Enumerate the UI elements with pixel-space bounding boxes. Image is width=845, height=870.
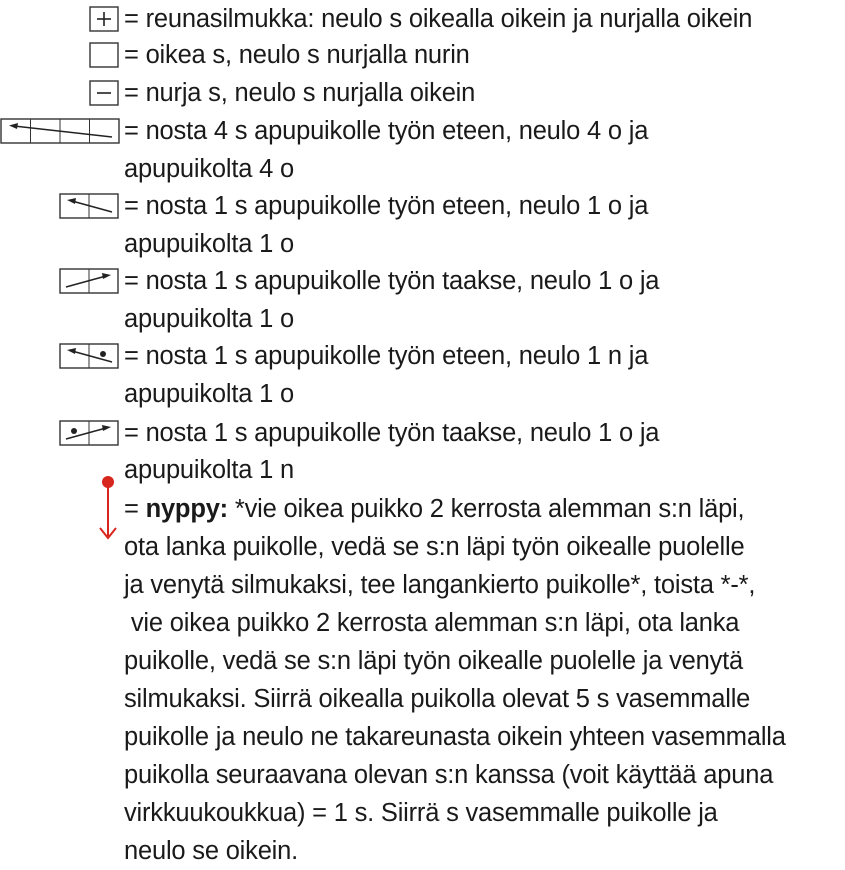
purl-stitch-dash-icon	[89, 80, 119, 106]
nyppy-line-8: virkkuukoukkua) = 1 s. Siirrä s vasemmalle puikolle ja	[124, 799, 718, 827]
legend-cable-4-front-text-2: apupuikolta 4 o	[124, 155, 294, 183]
legend-cross-1-back-text: = nosta 1 s apupuikolle työn taakse, neulo 1 o ja	[124, 267, 660, 295]
cable-4-front-icon	[0, 118, 120, 144]
nyppy-line-7: puikolla seuraavana olevan s:n kanssa (voit käyttää apuna	[124, 761, 774, 789]
legend-knit-stitch-text: = oikea s, neulo s nurjalla nurin	[124, 41, 470, 69]
nyppy-line-3: vie oikea puikko 2 kerrosta alemman s:n läpi, ota lanka	[124, 609, 740, 637]
legend-cross-1-front-purl-text: = nosta 1 s apupuikolle työn eteen, neulo 1 n ja	[124, 342, 649, 370]
cross-1-back-purl-icon	[59, 420, 119, 446]
legend-cross-1-front-text: = nosta 1 s apupuikolle työn eteen, neulo 1 o ja	[124, 192, 649, 220]
legend-purl-stitch-text: = nurja s, neulo s nurjalla oikein	[124, 79, 476, 107]
nyppy-line-1: ota lanka puikolle, vedä se s:n läpi työn oikealle puolelle	[124, 533, 745, 561]
edge-stitch-plus-icon	[89, 6, 119, 32]
nyppy-prefix: =	[124, 495, 146, 523]
bobble-arrow-icon	[96, 474, 120, 544]
nyppy-line-2: ja venytä silmukaksi, tee langankierto puikolle*, toista *-*,	[124, 571, 756, 599]
cross-1-front-purl-icon	[59, 343, 119, 369]
nyppy-first-line	[124, 490, 744, 528]
nyppy-line-9: neulo se oikein.	[124, 837, 299, 865]
legend-edge-stitch-text: = reunasilmukka: neulo s oikealla oikein ja nurjalla oikein	[124, 5, 753, 33]
legend-cross-1-back-purl-text-2: apupuikolta 1 n	[124, 456, 294, 484]
nyppy-label: nyppy:	[145, 495, 228, 523]
legend-cable-4-front-text: = nosta 4 s apupuikolle työn eteen, neulo 4 o ja	[124, 117, 649, 145]
nyppy-first-rest: *vie oikea puikko 2 kerrosta alemman s:n läpi,	[227, 495, 745, 523]
legend-cross-1-back-text-2: apupuikolta 1 o	[124, 305, 294, 333]
nyppy-line-6: puikolle ja neulo ne takareunasta oikein yhteen vasemmalla	[124, 723, 786, 751]
knit-stitch-empty-icon	[89, 42, 119, 68]
cross-1-front-icon	[59, 193, 119, 219]
cross-1-back-icon	[59, 268, 119, 294]
nyppy-line-5: silmukaksi. Siirrä oikealla puikolla olevat 5 s vasemmalle	[124, 685, 751, 713]
legend-cross-1-front-purl-text-2: apupuikolta 1 o	[124, 380, 294, 408]
legend-cross-1-back-purl-text: = nosta 1 s apupuikolle työn taakse, neulo 1 o ja	[124, 419, 660, 447]
nyppy-line-4: puikolle, vedä se s:n läpi työn oikealle puolelle ja venytä	[124, 647, 744, 675]
legend-cross-1-front-text-2: apupuikolta 1 o	[124, 230, 294, 258]
